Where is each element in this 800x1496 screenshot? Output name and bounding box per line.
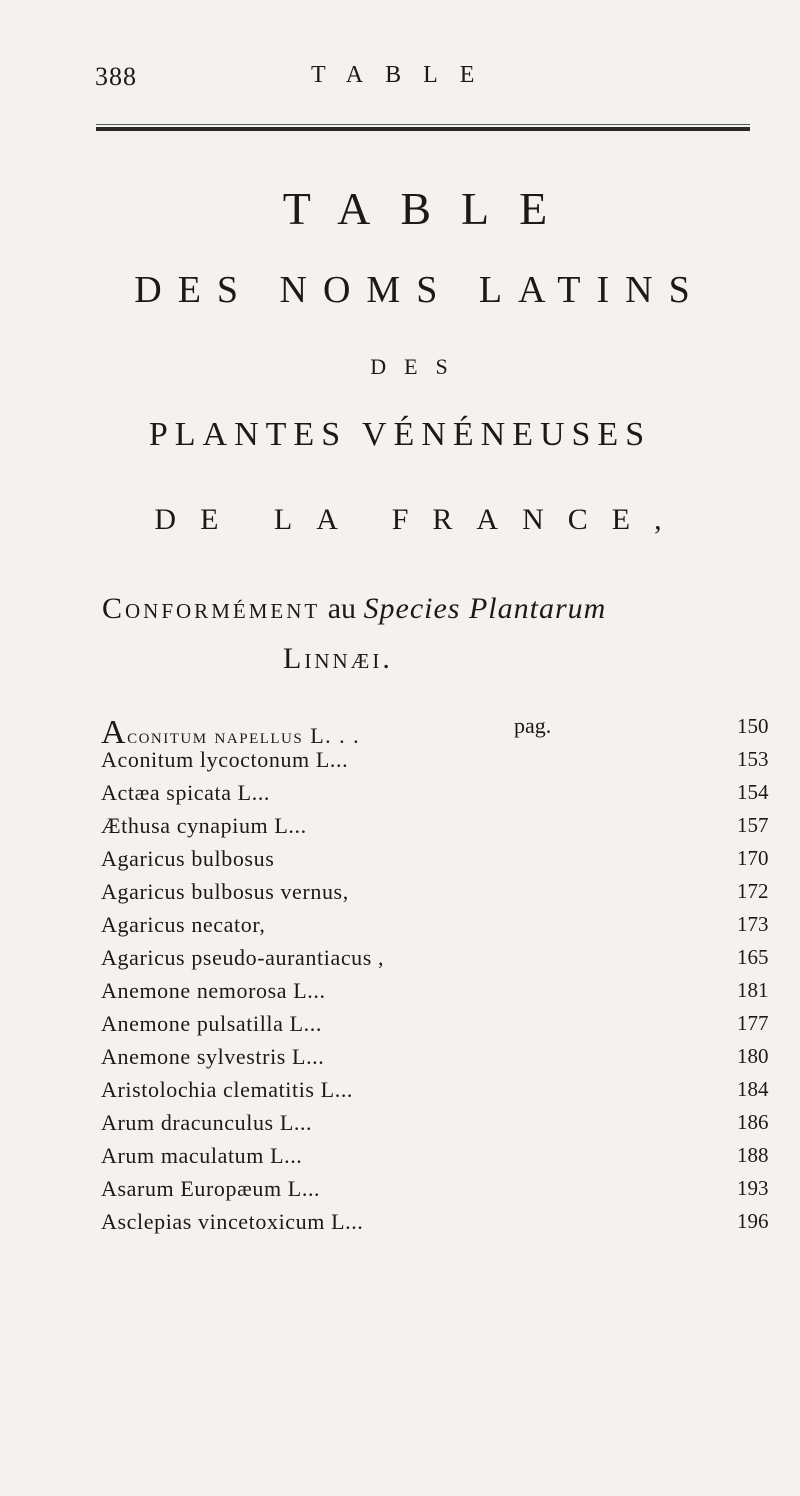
entry-name: Agaricus pseudo-aurantiacus ,	[101, 945, 385, 970]
entry-name: Anemone pulsatilla L...	[101, 1011, 322, 1036]
entry-name: Anemone sylvestris L...	[101, 1044, 325, 1069]
index-entry	[101, 747, 781, 780]
entry-name: Arum maculatum L...	[101, 1143, 303, 1168]
entry-page-number: 177	[737, 1011, 769, 1035]
index-entry	[101, 945, 781, 978]
index-entry	[101, 1011, 781, 1044]
page-number: 388	[95, 62, 137, 91]
conformity-line	[102, 592, 606, 626]
running-title: TABLE	[311, 62, 497, 88]
index-entry	[101, 813, 781, 846]
index-entry	[101, 912, 781, 945]
entry-page-number: 193	[737, 1176, 769, 1200]
entry-name: Agaricus bulbosus vernus,	[101, 879, 349, 904]
pag-label: pag.	[514, 713, 552, 738]
entry-name: Arum dracunculus L...	[101, 1110, 313, 1135]
entry-name: Agaricus necator,	[101, 912, 266, 937]
entry-name: Æthusa cynapium L...	[101, 813, 307, 838]
title-de-la-france: DE LA FRANCE,	[154, 503, 686, 536]
entry-page-number: 172	[737, 879, 769, 903]
title-table: TABLE	[282, 183, 578, 234]
running-head	[95, 62, 715, 102]
entry-page-number: 173	[737, 912, 769, 936]
entry-name: Asclepias vincetoxicum L...	[101, 1209, 364, 1234]
index-entry	[101, 1143, 781, 1176]
entry-page-number: 186	[737, 1110, 769, 1134]
species-plantarum: Species Plantarum	[363, 592, 607, 625]
entry-name: Agaricus bulbosus	[101, 846, 275, 871]
entry-page-number: 170	[737, 846, 769, 870]
index-list	[101, 714, 781, 1242]
index-entry	[101, 1044, 781, 1077]
author-linnaei: Linnæi.	[283, 642, 393, 675]
entry-page-number: 184	[737, 1077, 769, 1101]
index-entry	[101, 780, 781, 813]
entry-name: Aconitum lycoctonum L...	[101, 747, 349, 772]
index-entry	[101, 1110, 781, 1143]
entry-page-number: 157	[737, 813, 769, 837]
title-des: DES	[370, 354, 466, 379]
index-entry	[101, 713, 781, 751]
entry-name: Anemone nemorosa L...	[101, 978, 326, 1003]
conform-au: au	[327, 592, 357, 625]
entry-page-number: 180	[737, 1044, 769, 1068]
entry-name: Aconitum napellus L. . .	[101, 714, 361, 751]
index-entry	[101, 1176, 781, 1209]
index-entry	[101, 978, 781, 1011]
entry-page-number: 165	[737, 945, 769, 969]
entry-name: Asarum Europæum L...	[101, 1176, 321, 1201]
title-des-noms-latins: DES NOMS LATINS	[134, 269, 706, 311]
conform-word: Conformément	[102, 592, 321, 625]
entry-page-number: 150	[737, 714, 769, 738]
header-rule-thick	[96, 127, 750, 131]
index-entry	[101, 1209, 781, 1242]
entry-page-number: 154	[737, 780, 769, 804]
entry-page-number: 153	[737, 747, 769, 771]
entry-name: Actæa spicata L...	[101, 780, 271, 805]
title-plantes-veneneuses: PLANTES VÉNÉNEUSES	[148, 416, 652, 453]
entry-page-number: 196	[737, 1209, 769, 1233]
header-rule-thin	[96, 124, 750, 125]
entry-page-number: 181	[737, 978, 769, 1002]
entry-name: Aristolochia clematitis L...	[101, 1077, 354, 1102]
index-entry	[101, 846, 781, 879]
index-entry	[101, 1077, 781, 1110]
entry-page-number: 188	[737, 1143, 769, 1167]
index-entry	[101, 879, 781, 912]
